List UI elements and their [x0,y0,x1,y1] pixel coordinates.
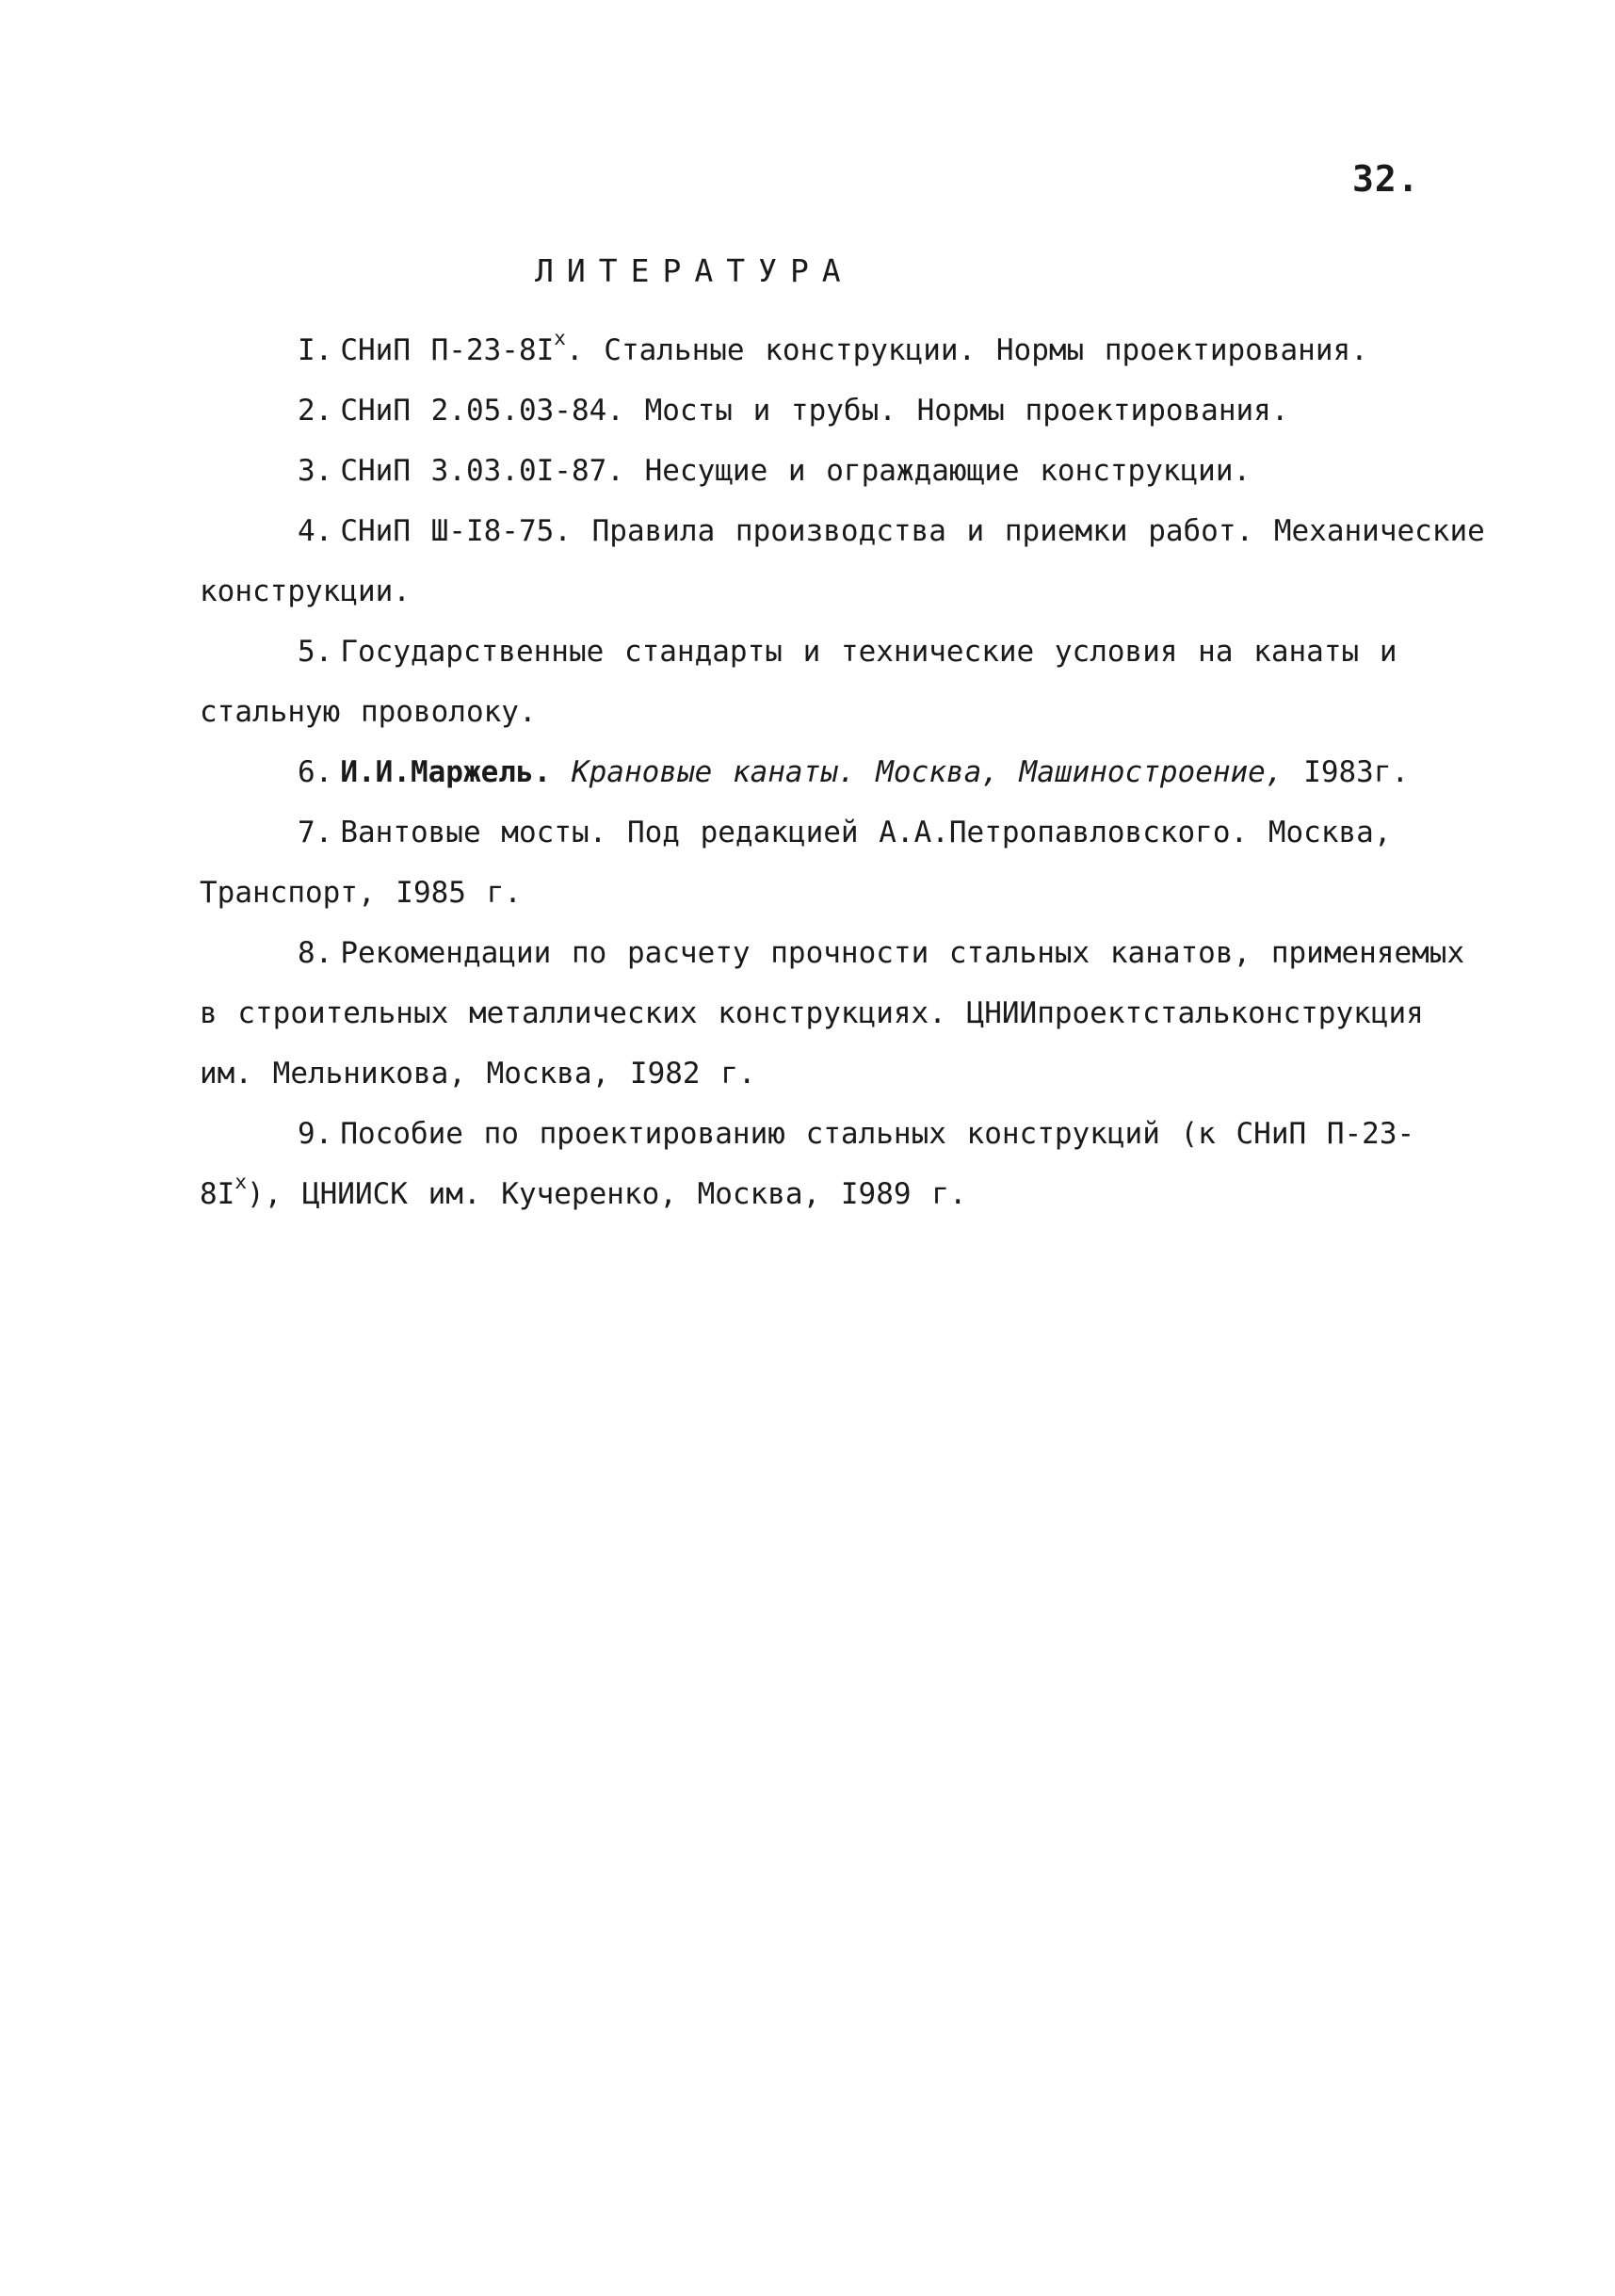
page-title: ЛИТЕРАТУРА [535,252,854,289]
reference-text: Пособие по проектированию стальных конструкций (к СНиП П-23-8I [200,1117,1415,1211]
reference-code: СНиП П-23-8I [340,333,555,367]
reference-item-3 [200,441,1490,501]
reference-text: СНиП Ш-I8-75. Правила производства и приемки работ. Механические конструкции. [200,514,1485,608]
reference-item-8 [200,923,1490,1104]
reference-item-9 [200,1104,1490,1224]
reference-text-end: ), ЦНИИСК им. Кучеренко, Москва, I989 г. [246,1177,967,1211]
reference-item-2 [200,380,1490,441]
reference-number: I. [298,333,333,367]
reference-number: 3. [298,454,333,488]
reference-item-7 [200,802,1490,923]
reference-item-5 [200,622,1490,742]
reference-number: 9. [298,1117,333,1151]
reference-number: 5. [298,635,333,669]
reference-number: 7. [298,816,333,849]
reference-superscript: х [554,327,566,349]
reference-number: 2. [298,394,333,428]
reference-text: Государственные стандарты и технические условия на канаты и стальную проволоку. [200,635,1397,729]
reference-author: И.И.Маржель. [340,755,552,789]
reference-item-6 [200,742,1490,802]
reference-text: Рекомендации по расчету прочности стальных канатов, применяемых в строительных металлических конструкциях. ЦНИИпроектстальконструкция им. Мельникова, Москва, I982 г. [200,936,1465,1091]
reference-list [200,320,1490,1224]
reference-item-4 [200,501,1490,622]
reference-text: СНиП 2.05.03-84. Мосты и трубы. Нормы проектирования. [340,394,1289,428]
reference-item-1 [200,320,1490,380]
reference-title: Крановые канаты. Москва, Машиностроение, [571,755,1284,789]
reference-text: Вантовые мосты. Под редакцией А.А.Петропавловского. Москва, Транспорт, I985 г. [200,816,1392,910]
reference-year: I983г. [1303,755,1410,789]
reference-text: . Стальные конструкции. Нормы проектирования. [565,333,1368,367]
reference-text: СНиП 3.03.0I-87. Несущие и ограждающие конструкции. [340,454,1252,488]
reference-number: 6. [298,755,333,789]
page-number: 32. [1352,158,1420,200]
reference-number: 4. [298,514,333,548]
reference-number: 8. [298,936,333,970]
reference-superscript: х [234,1171,247,1193]
